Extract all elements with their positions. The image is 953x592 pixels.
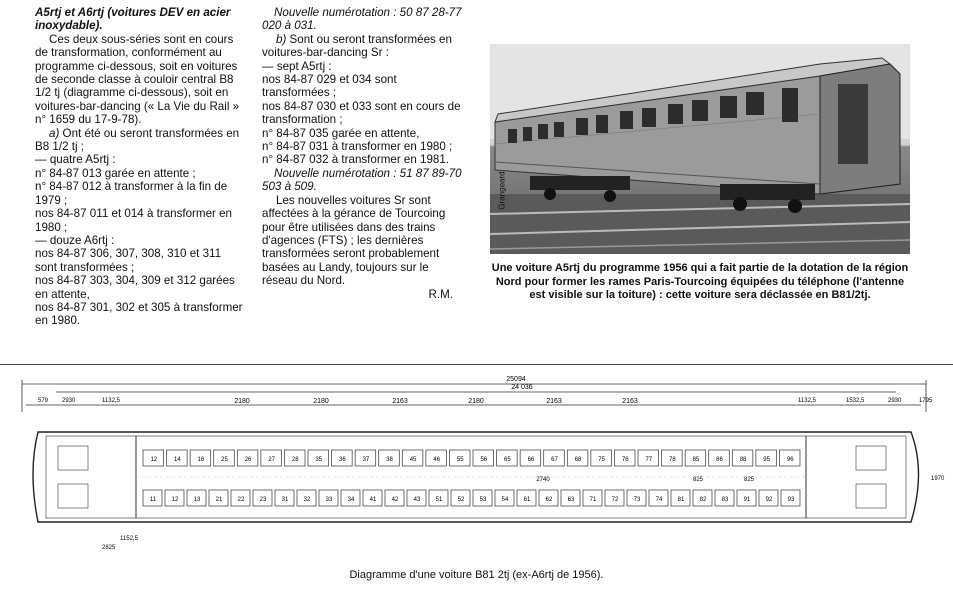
text-column-2 — [262, 6, 467, 301]
dim-label: 1795 — [919, 398, 933, 404]
railcar-photo — [490, 44, 910, 254]
dim-label: 825 — [692, 477, 704, 483]
seat-number: 78 — [669, 457, 676, 463]
seat-number: 66 — [527, 457, 535, 463]
section-divider — [0, 364, 953, 365]
seat-number: 76 — [621, 457, 629, 463]
span-label: 2163 — [622, 398, 638, 405]
seat-number: 68 — [574, 457, 582, 463]
intro-paragraph: Ces deux sous-séries sont en cours de transformation, conformément au programme ci-dessous, soit en voitures de seconde classe à couloir central B8 1/2 tj (diagramme ci-dessous), soit en voitures-bar-dancing (« La Vie du Rail » n° 1659 du 17-9-78). — [35, 32, 240, 127]
seat-number: 14 — [174, 457, 181, 463]
col2-line: n° 84-87 032 à transformer en 1981. — [262, 153, 450, 167]
seat-number: 81 — [677, 497, 685, 503]
seat-number: 23 — [259, 497, 267, 503]
seat-number: 95 — [763, 457, 770, 463]
item-b — [262, 33, 467, 60]
seat-number: 22 — [237, 497, 245, 503]
seat-number: 86 — [716, 457, 723, 463]
seat-number: 38 — [386, 457, 393, 463]
seat-number: 72 — [611, 497, 619, 503]
coach-plan-drawing — [16, 372, 946, 552]
seat-number: 32 — [303, 497, 311, 503]
final-paragraph: Les nouvelles voitures Sr sont affectées à la gérance de Tourcoing pour être utilisées dans des trains d'agences (FTS) ; les dernières transformées seront probablement basées au Landy, toujours sur le réseau du Nord. — [262, 193, 446, 288]
railcar-photo-drawing — [490, 44, 910, 254]
seat-number: 12 — [171, 497, 179, 503]
dim-label: 2930 — [62, 398, 76, 404]
span-label: 2180 — [313, 398, 329, 405]
seat-number: 55 — [456, 457, 464, 463]
seat-number: 61 — [523, 497, 531, 503]
seat-number: 51 — [435, 497, 443, 503]
span-label: 2180 — [468, 398, 484, 405]
signature: R.M. — [428, 287, 453, 301]
dim-label: 1532,5 — [846, 398, 865, 404]
seat-number: 75 — [598, 457, 605, 463]
seat-number: 11 — [149, 497, 157, 503]
seat-number: 71 — [589, 497, 597, 503]
seat-number: 52 — [457, 497, 465, 503]
dim-label: 1152,5 — [120, 536, 138, 542]
seat-number: 73 — [633, 497, 641, 503]
col2-line: n° 84-87 031 à transformer en 1980 ; — [262, 140, 453, 154]
inner-length-label: 24 036 — [511, 384, 533, 391]
seat-number: 21 — [215, 497, 223, 503]
col1-line: nos 84-87 303, 304, 309 et 312 garées en attente, — [35, 274, 235, 301]
dim-label: 1970 — [931, 476, 945, 482]
col1-line: — douze A6rtj : — [35, 233, 115, 247]
section-heading: A5rtj et A6rtj (voitures DEV en acier inoxydable). — [35, 6, 231, 33]
span-label: 2163 — [546, 398, 562, 405]
seat-number: 93 — [787, 497, 795, 503]
seat-number: 42 — [391, 497, 399, 503]
seat-number: 27 — [268, 457, 275, 463]
dim-label: 1132,5 — [102, 398, 120, 404]
span-label: 2180 — [234, 398, 250, 405]
seat-number: 36 — [339, 457, 346, 463]
seat-number: 26 — [244, 457, 252, 463]
col1-line: nos 84-87 306, 307, 308, 310 et 311 sont transformées ; — [35, 247, 222, 274]
seat-number: 46 — [433, 457, 440, 463]
seat-number: 45 — [409, 457, 417, 463]
item-b-text: Sont ou seront transformées en voitures-bar-dancing Sr : — [262, 32, 452, 60]
col2-line: nos 84-87 029 et 034 sont transformées ; — [262, 73, 397, 100]
col2-line: n° 84-87 035 garée en attente, — [262, 126, 420, 140]
overall-length-label: 25094 — [506, 376, 526, 383]
seat-number: 53 — [479, 497, 487, 503]
seat-number: 77 — [645, 457, 653, 463]
col1-line: nos 84-87 011 et 014 à transformer en 1980 ; — [35, 207, 233, 234]
seat-number: 88 — [739, 457, 747, 463]
seat-number: 31 — [281, 497, 289, 503]
seat-number: 43 — [413, 497, 421, 503]
seat-number: 62 — [545, 497, 553, 503]
numbering-2: Nouvelle numérotation : 51 87 89-70 503 à 509. — [262, 166, 462, 194]
photo-credit: Grangeard — [497, 171, 507, 210]
seat-number: 28 — [291, 457, 299, 463]
seat-number: 13 — [193, 497, 201, 503]
col1-line: — quatre A5rtj : — [35, 153, 116, 167]
seat-number: 92 — [765, 497, 773, 503]
dim-label: 579 — [38, 398, 49, 404]
seat-number: 25 — [221, 457, 228, 463]
diagram-caption: Diagramme d'une voiture B81 2tj (ex-A6rtj de 1956). — [349, 569, 604, 581]
seat-number: 35 — [315, 457, 323, 463]
item-a-label: a) — [49, 126, 60, 140]
seat-number: 63 — [567, 497, 575, 503]
col2-line: — sept A5rtj : — [262, 59, 332, 73]
text-column-1 — [35, 6, 245, 328]
seat-number: 67 — [551, 457, 558, 463]
seat-number: 56 — [480, 457, 488, 463]
seat-number: 74 — [655, 497, 663, 503]
seat-number: 54 — [501, 497, 509, 503]
seat-number: 41 — [369, 497, 377, 503]
item-b-label: b) — [276, 32, 287, 46]
seat-number: 65 — [504, 457, 511, 463]
seat-number: 85 — [692, 457, 700, 463]
dim-label: 825 — [743, 477, 755, 483]
seat-number: 82 — [699, 497, 707, 503]
dim-label: 2740 — [536, 477, 550, 483]
dim-label: 2825 — [102, 545, 116, 551]
col1-line: nos 84-87 301, 302 et 305 à transformer en 1980. — [35, 300, 243, 328]
dim-label: 1132,5 — [798, 398, 816, 404]
seat-number: 91 — [743, 497, 751, 503]
seat-number: 12 — [150, 457, 158, 463]
dim-label: 2930 — [888, 398, 902, 404]
span-label: 2163 — [392, 398, 408, 405]
seat-number: 37 — [362, 457, 370, 463]
item-a — [35, 127, 245, 154]
seat-number: 96 — [786, 457, 794, 463]
photo-caption: Une voiture A5rtj du programme 1956 qui a fait partie de la dotation de la région Nord pour former les rames Paris-Tourcoing équipées du téléphone (l'antenne est visible sur la toiture) : cette voiture sera déclassée en B81/2tj. — [491, 262, 909, 301]
col1-line: n° 84-87 012 à transformer à la fin de 1979 ; — [35, 180, 228, 207]
col2-line: nos 84-87 030 et 033 sont en cours de transformation ; — [262, 99, 461, 127]
seat-number: 33 — [325, 497, 333, 503]
col1-line: n° 84-87 013 garée en attente ; — [35, 166, 196, 180]
coach-diagram — [16, 372, 946, 552]
item-a-text: Ont été ou seront transformées en B8 1/2 tj ; — [35, 126, 240, 154]
seat-number: 34 — [347, 497, 355, 503]
seat-number: 83 — [721, 497, 729, 503]
seat-number: 16 — [197, 457, 205, 463]
numbering-1: Nouvelle numérotation : 50 87 28-77 020 à 031. — [262, 6, 462, 33]
